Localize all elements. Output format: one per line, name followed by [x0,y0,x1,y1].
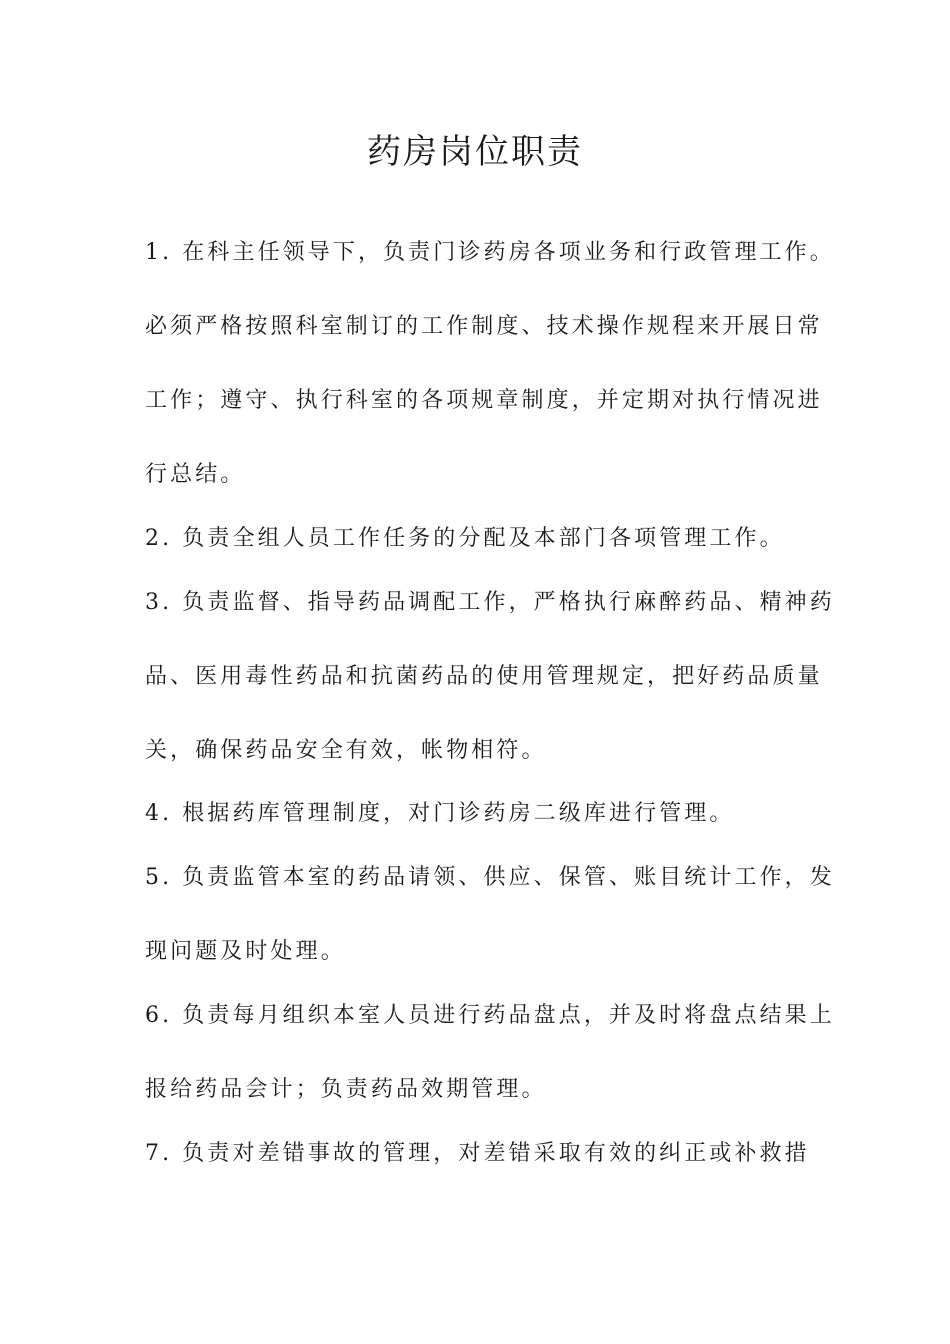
text-line: 4. 根据药库管理制度，对门诊药房二级库进行管理。 [145,801,735,826]
text-line: 报给药品会计；负责药品效期管理。 [145,1077,547,1102]
text-line: 品、医用毒性药品和抗菌药品的使用管理规定，把好药品质量 [145,664,823,689]
text-line: 6. 负责每月组织本室人员进行药品盘点，并及时将盘点结果上 [145,1003,835,1028]
text-line: 3. 负责监督、指导药品调配工作，严格执行麻醉药品、精神药 [145,590,835,615]
text-line: 2. 负责全组人员工作任务的分配及本部门各项管理工作。 [145,526,785,551]
text-line: 关，确保药品安全有效，帐物相符。 [145,738,547,763]
text-line: 行总结。 [145,462,246,487]
page-title: 药房岗位职责 [367,132,583,172]
text-line: 5. 负责监管本室的药品请领、供应、保管、账目统计工作，发 [145,865,835,890]
text-line: 工作；遵守、执行科室的各项规章制度，并定期对执行情况进 [145,388,823,413]
text-line: 7. 负责对差错事故的管理，对差错采取有效的纠正或补救措 [145,1141,810,1166]
text-line: 1. 在科主任领导下，负责门诊药房各项业务和行政管理工作。 [145,240,835,265]
text-line: 现问题及时处理。 [145,939,346,964]
text-line: 必须严格按照科室制订的工作制度、技术操作规程来开展日常 [145,314,823,339]
